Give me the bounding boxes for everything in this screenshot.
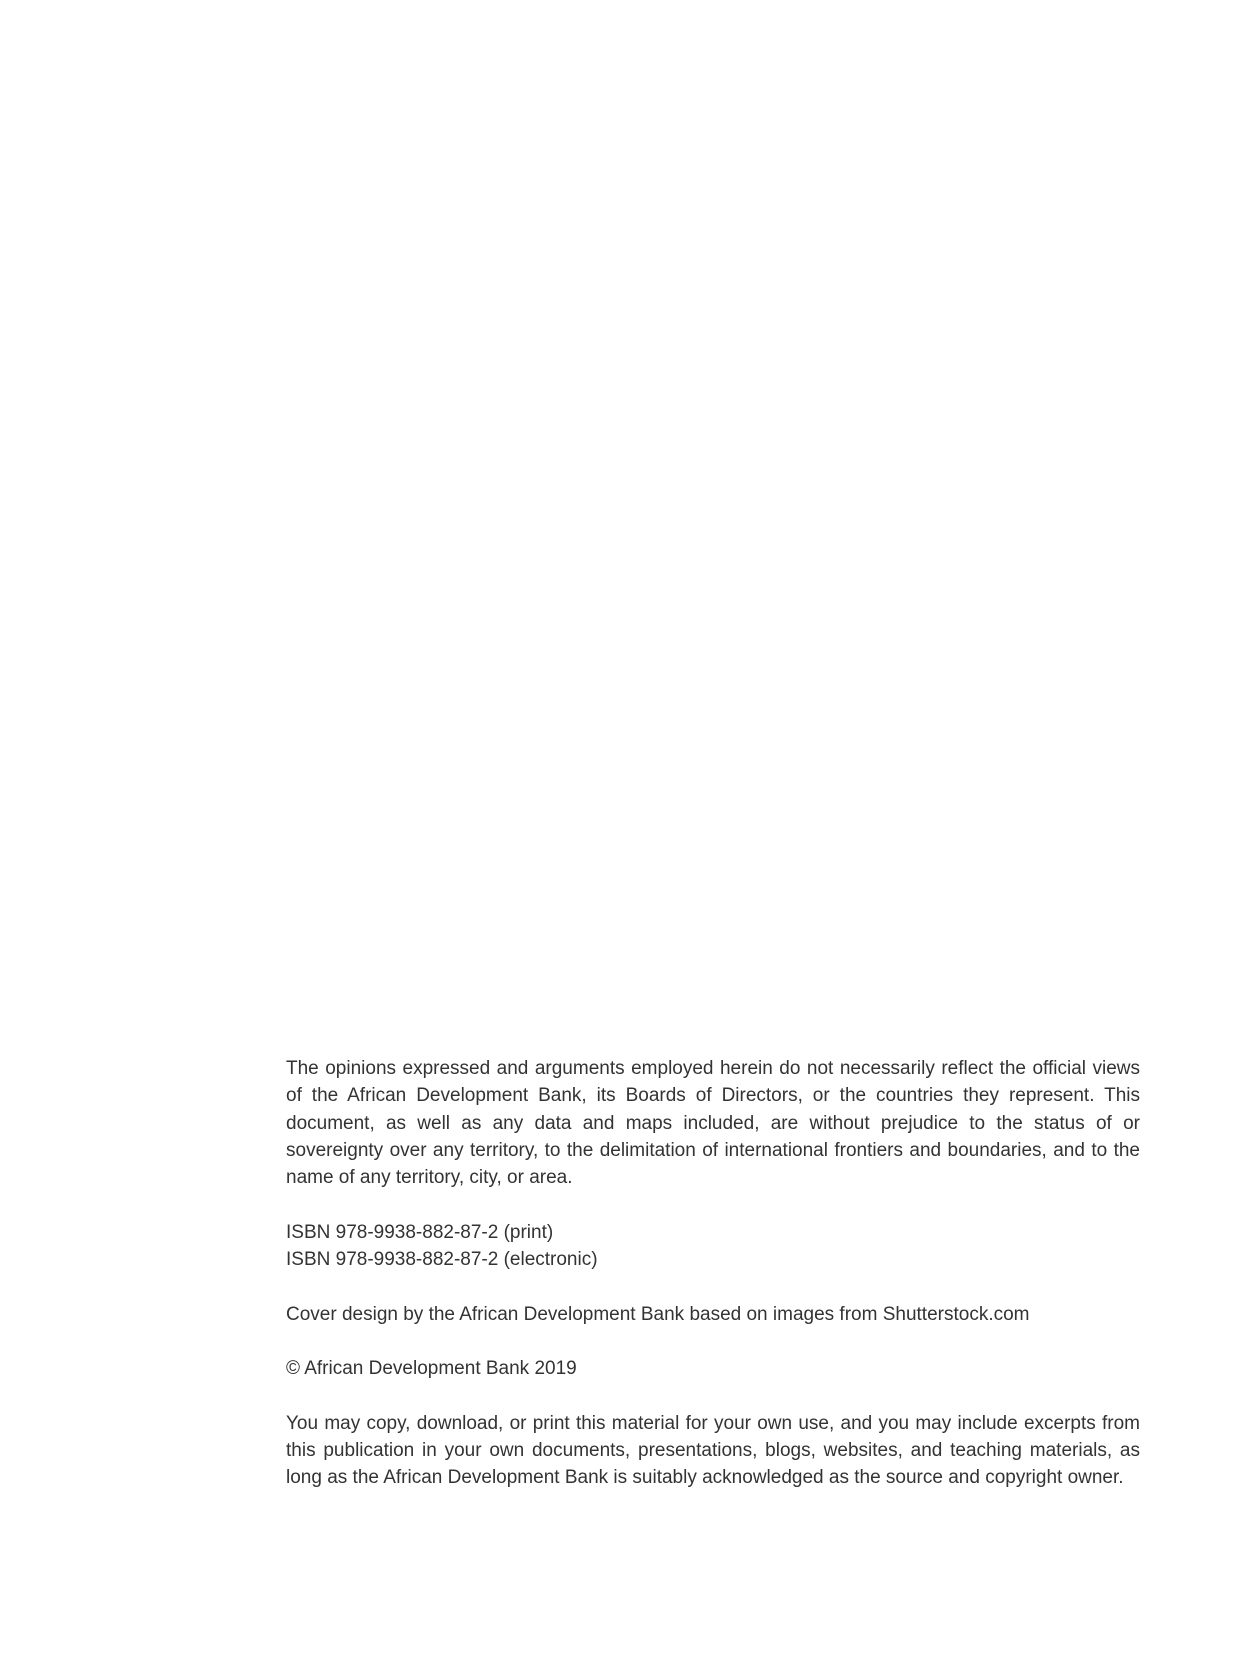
isbn-block <box>286 1219 1140 1274</box>
imprint-block <box>286 1055 1140 1492</box>
usage-terms-paragraph: You may copy, download, or print this material for your own use, and you may include excerpts from this publication in your own documents, presentations, blogs, websites, and teaching materials, as long as the African Development Bank is suitably acknowledged as the source and copyright owner. <box>286 1412 1140 1489</box>
isbn-print: ISBN 978-9938-882-87-2 (print) <box>286 1221 554 1243</box>
cover-credit: Cover design by the African Development Bank based on images from Shutterstock.com <box>286 1303 1030 1325</box>
isbn-electronic: ISBN 978-9938-882-87-2 (electronic) <box>286 1249 598 1271</box>
copyright-notice: © African Development Bank 2019 <box>286 1358 577 1380</box>
disclaimer-paragraph: The opinions expressed and arguments employed herein do not necessarily reflect the official views of the African Development Bank, its Boards of Directors, or the countries they represent. This document, as well as any data and maps included, are without prejudice to the status of or sovereignty over any territory, to the delimitation of international frontiers and boundaries, and to the name of any territory, city, or area. <box>286 1058 1140 1189</box>
